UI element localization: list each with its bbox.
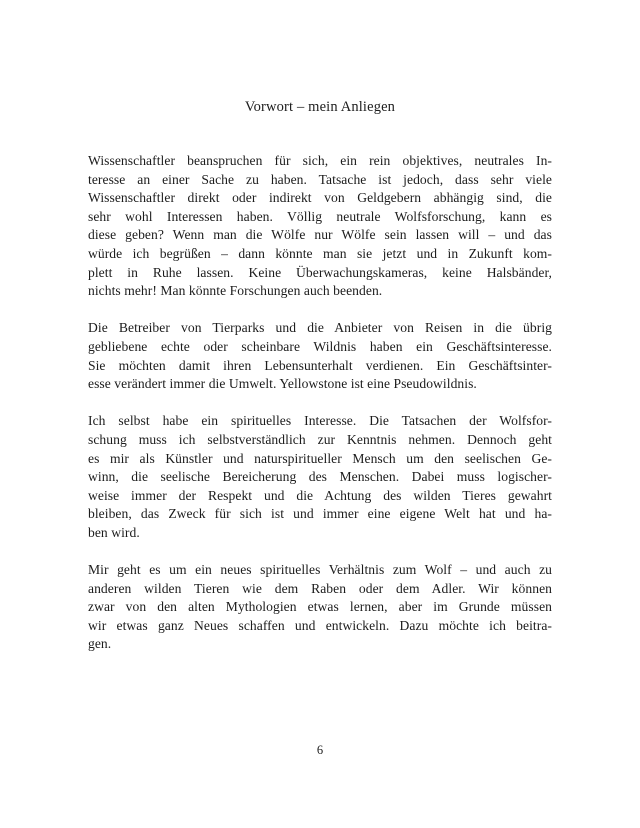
text-line: anderen wilden Tieren wie dem Raben oder dem Adler. Wir können bbox=[88, 580, 552, 596]
text-line: ben wird. bbox=[88, 524, 140, 540]
text-line: Sie möchten damit ihren Lebensunterhalt verdienen. Ein Geschäftsinter- bbox=[88, 357, 552, 373]
text-line: zwar von den alten Mythologien etwas lernen, aber im Grunde müssen bbox=[88, 599, 552, 615]
text-line: Die Betreiber von Tierparks und die Anbieter von Reisen in die übrig bbox=[88, 320, 552, 336]
text-line: sehr wohl Interessen haben. Völlig neutrale Wolfsforschung, kann es bbox=[88, 208, 552, 224]
text-line: Wissenschaftler direkt oder indirekt von Geldgebern abhängig sind, die bbox=[88, 190, 552, 206]
text-line: schung muss ich selbstverständlich zur Kenntnis nehmen. Dennoch geht bbox=[88, 431, 552, 447]
page-title: Vorwort – mein Anliegen bbox=[244, 99, 396, 115]
text-line: esse verändert immer die Umwelt. Yellowstone ist eine Pseudowildnis. bbox=[88, 376, 477, 392]
text-line: würde ich begrüßen – dann könnte man sie jetzt und in Zukunft kom- bbox=[88, 245, 552, 261]
page-number: 6 bbox=[316, 743, 324, 757]
text-line: bleiben, das Zweck für sich ist und immer eine eigene Welt hat und ha- bbox=[88, 506, 552, 522]
paragraph-2 bbox=[88, 319, 552, 393]
paragraph-3 bbox=[88, 412, 552, 542]
paragraph-1 bbox=[88, 152, 552, 301]
text-line: Ich selbst habe ein spirituelles Interesse. Die Tatsachen der Wolfsfor- bbox=[88, 413, 552, 429]
text-line: es mir als Künstler und naturspiritueller Mensch um den seelischen Ge- bbox=[88, 450, 552, 466]
text-line: weise immer der Respekt und die Achtung des wilden Tieres gewahrt bbox=[88, 487, 552, 503]
text-line: nichts mehr! Man könnte Forschungen auch beenden. bbox=[88, 283, 383, 299]
paragraph-4 bbox=[88, 561, 552, 654]
text-line: gebliebene echte oder scheinbare Wildnis haben ein Geschäftsinteresse. bbox=[88, 338, 552, 354]
text-line: plett in Ruhe lassen. Keine Überwachungskameras, keine Halsbänder, bbox=[88, 264, 552, 280]
body-text bbox=[88, 152, 552, 654]
text-line: teresse an einer Sache zu haben. Tatsache ist jedoch, dass sehr viele bbox=[88, 171, 552, 187]
text-line: wir etwas ganz Neues schaffen und entwickeln. Dazu möchte ich beitra- bbox=[88, 617, 552, 633]
text-line: winn, die seelische Bereicherung des Menschen. Dabei muss logischer- bbox=[88, 469, 552, 485]
text-line: Wissenschaftler beanspruchen für sich, ein rein objektives, neutrales In- bbox=[88, 153, 552, 168]
text-line: gen. bbox=[88, 636, 112, 652]
text-line: diese geben? Wenn man die Wölfe nur Wölfe sein lassen will – und das bbox=[88, 227, 552, 243]
text-line: Mir geht es um ein neues spirituelles Verhältnis zum Wolf – und auch zu bbox=[88, 562, 552, 578]
